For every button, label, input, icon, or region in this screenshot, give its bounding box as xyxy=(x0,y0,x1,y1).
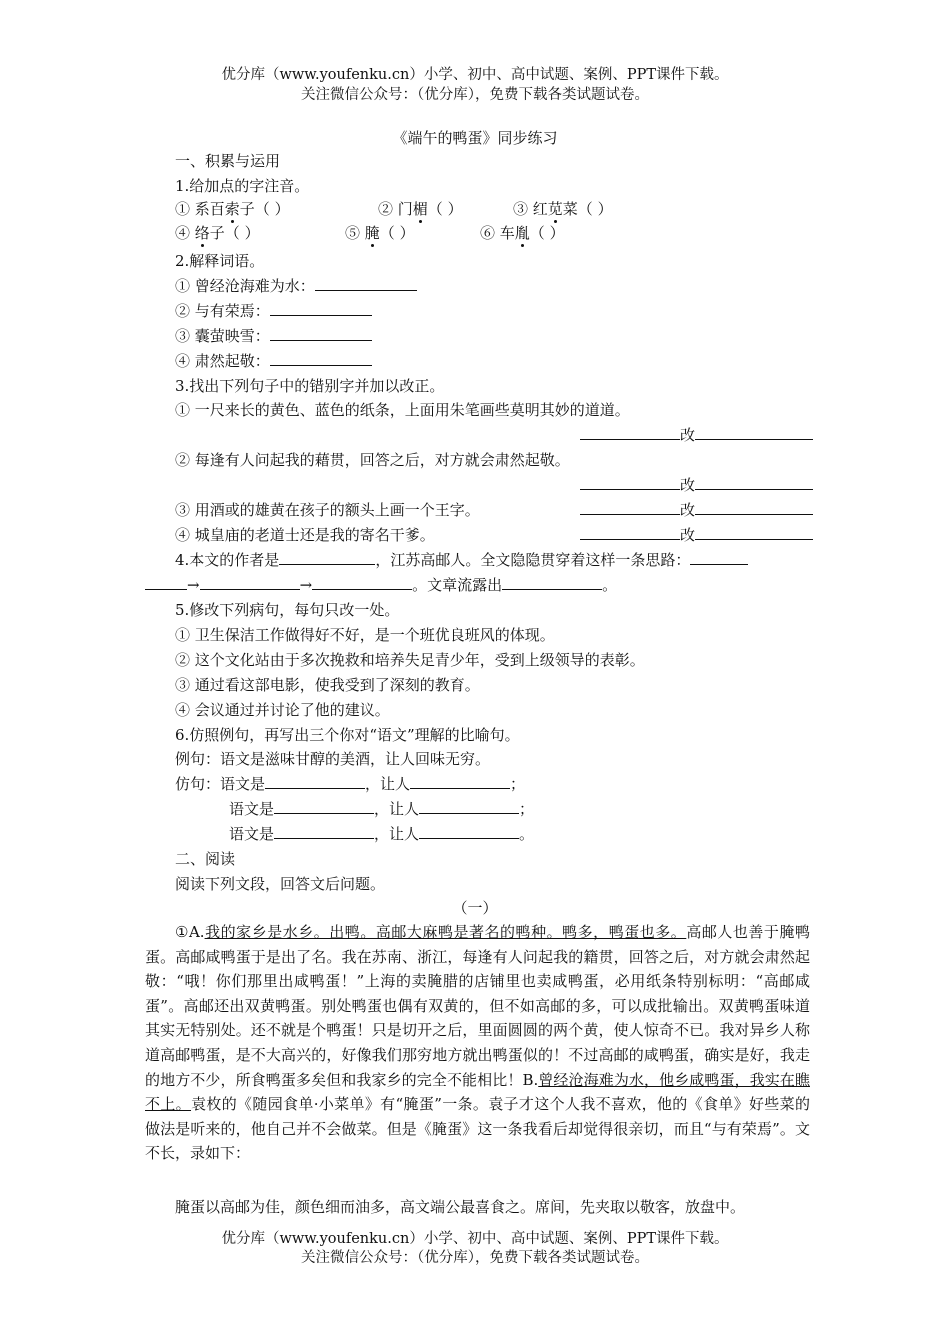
answer-blank[interactable] xyxy=(690,549,748,565)
page-title: 《端午的鸭蛋》同步练习 xyxy=(392,129,558,147)
answer-blank[interactable] xyxy=(419,823,519,839)
header-line-2: 关注微信公众号：（优分库），免费下载各类试题试卷。 xyxy=(301,87,649,103)
q5-item-1: ① 卫生保洁工作做得好不好，是一个班优良班风的体现。 xyxy=(175,626,555,644)
q1-item-5: ⑤ 腌（ ） xyxy=(345,224,415,242)
q3-fix-1: 改 xyxy=(580,424,813,446)
answer-blank[interactable] xyxy=(580,524,680,540)
answer-blank[interactable] xyxy=(695,499,813,515)
passage-number: （一） xyxy=(452,899,498,917)
q6-example: 例句：语文是滋味甘醇的美酒，让人回味无穷。 xyxy=(175,750,491,768)
answer-blank[interactable] xyxy=(312,574,412,590)
q1-item-2: ② 门楣（ ） xyxy=(378,200,463,218)
q6-imitate-3: 语文是 ，让人 。 xyxy=(229,825,535,843)
answer-blank[interactable] xyxy=(580,499,680,515)
answer-blank[interactable] xyxy=(274,798,374,814)
q3-item-4: ④ 城皇庙的老道士还是我的寄名干爹。 xyxy=(175,526,435,544)
q1-item-1: ① 系百索子（ ） xyxy=(175,200,290,218)
answer-blank[interactable] xyxy=(695,424,813,440)
q3-fix-2: 改 xyxy=(580,474,813,496)
answer-blank[interactable] xyxy=(580,424,680,440)
answer-blank[interactable] xyxy=(145,574,187,590)
answer-blank[interactable] xyxy=(410,773,510,789)
answer-blank[interactable] xyxy=(270,325,372,341)
q2-item-2: ② 与有荣焉： xyxy=(175,300,372,322)
q2-item-1: ① 曾经沧海难为水： xyxy=(175,275,417,297)
q3-stem: 3.找出下列句子中的错别字并加以改正。 xyxy=(175,377,445,395)
q2-item-4: ④ 肃然起敬： xyxy=(175,350,372,372)
answer-blank[interactable] xyxy=(279,549,375,565)
answer-blank[interactable] xyxy=(270,300,372,316)
answer-blank[interactable] xyxy=(274,823,374,839)
q1-item-4: ④ 络子（ ） xyxy=(175,224,260,242)
q4-line-2: → → 。文章流露出 。 xyxy=(145,574,617,596)
q3-fix-3: 改 xyxy=(580,499,813,521)
reading-passage: ①A.我的家乡是水乡。出鸭。高邮大麻鸭是著名的鸭种。鸭多，鸭蛋也多。高邮人也善于腌鸭蛋。高邮咸鸭蛋于是出了名。我在苏南、浙江，每逢有人问起我的籍贯，回答之后，对方就会肃然起敬：“哦！你们那里出咸鸭蛋！”上海的卖腌腊的店铺里也卖咸鸭蛋，必用纸条特别标明：“高邮咸蛋”。高邮还出双黄鸭蛋。别处鸭蛋也偶有双黄的，但不如高邮的多，可以成批输出。双黄鸭蛋味道其实无特别处。还不就是个鸭蛋！只是切开之后，里面圆圆的两个黄，使人惊奇不已。我对异乡人称道高邮鸭蛋，是不大高兴的，好像我们那穷地方就出鸭蛋似的！不过高邮的咸鸭蛋，确实是好，我走的地方不少，所食鸭蛋多矣但和我家乡的完全不能相比！B.曾经沧海难为水，他乡咸鸭蛋，我实在瞧不上。袁枚的《随园食单·小菜单》有“腌蛋”一条。袁子才这个人我不喜欢，他的《食单》好些菜的做法是听来的，他自己并不会做菜。但是《腌蛋》这一条我看后却觉得很亲切，而且“与有荣焉”。文不长，录如下： xyxy=(145,923,810,1163)
section-heading-2: 二、阅读 xyxy=(175,850,236,868)
passage-quote: 腌蛋以高邮为佳，颜色细而油多，高文端公最喜食之。席间，先夹取以敬客，放盘中。 xyxy=(175,1198,746,1216)
q3-item-3: ③ 用酒或的雄黄在孩子的额头上画一个王字。 xyxy=(175,501,480,519)
q2-stem: 2.解释词语。 xyxy=(175,252,265,270)
q3-fix-4: 改 xyxy=(580,524,813,546)
section-heading-1: 一、积累与运用 xyxy=(175,152,281,170)
q5-item-2: ② 这个文化站由于多次挽救和培养失足青少年，受到上级领导的表彰。 xyxy=(175,651,645,669)
header-line-1: 优分库（www.youfenku.cn）小学、初中、高中试题、案例、PPT课件下载。 xyxy=(221,67,729,83)
answer-blank[interactable] xyxy=(265,773,365,789)
q5-item-3: ③ 通过看这部电影，使我受到了深刻的教育。 xyxy=(175,676,480,694)
reading-intro: 阅读下列文段，回答文后问题。 xyxy=(175,875,386,893)
answer-blank[interactable] xyxy=(315,275,417,291)
q4-line-1: 4.本文的作者是 ，江苏高邮人。全文隐隐贯穿着这样一条思路： xyxy=(175,549,748,571)
q2-item-3: ③ 囊萤映雪： xyxy=(175,325,372,347)
q1-stem: 1.给加点的字注音。 xyxy=(175,177,310,195)
q1-item-3: ③ 红苋菜（ ） xyxy=(513,200,613,218)
answer-blank[interactable] xyxy=(695,474,813,490)
q6-imitate-1: 仿句：语文是 ，让人 ； xyxy=(175,775,526,793)
q3-item-1: ① 一尺来长的黄色、蓝色的纸条，上面用朱笔画些莫明其妙的道道。 xyxy=(175,401,630,419)
q6-imitate-2: 语文是 ，让人 ； xyxy=(229,800,535,818)
footer-line-1: 优分库（www.youfenku.cn）小学、初中、高中试题、案例、PPT课件下载。 xyxy=(221,1231,729,1247)
q1-item-6: ⑥ 车胤（ ） xyxy=(480,224,565,242)
q3-item-2: ② 每逢有人问起我的藉贯，回答之后，对方就会肃然起敬。 xyxy=(175,451,570,469)
q6-stem: 6.仿照例句，再写出三个你对“语文”理解的比喻句。 xyxy=(175,726,520,744)
answer-blank[interactable] xyxy=(502,574,602,590)
answer-blank[interactable] xyxy=(695,524,813,540)
answer-blank[interactable] xyxy=(419,798,519,814)
q5-stem: 5.修改下列病句，每句只改一处。 xyxy=(175,601,400,619)
answer-blank[interactable] xyxy=(200,574,300,590)
answer-blank[interactable] xyxy=(580,474,680,490)
footer-line-2: 关注微信公众号：（优分库），免费下载各类试题试卷。 xyxy=(301,1250,649,1266)
q5-item-4: ④ 会议通过并讨论了他的建议。 xyxy=(175,701,390,719)
answer-blank[interactable] xyxy=(270,350,372,366)
